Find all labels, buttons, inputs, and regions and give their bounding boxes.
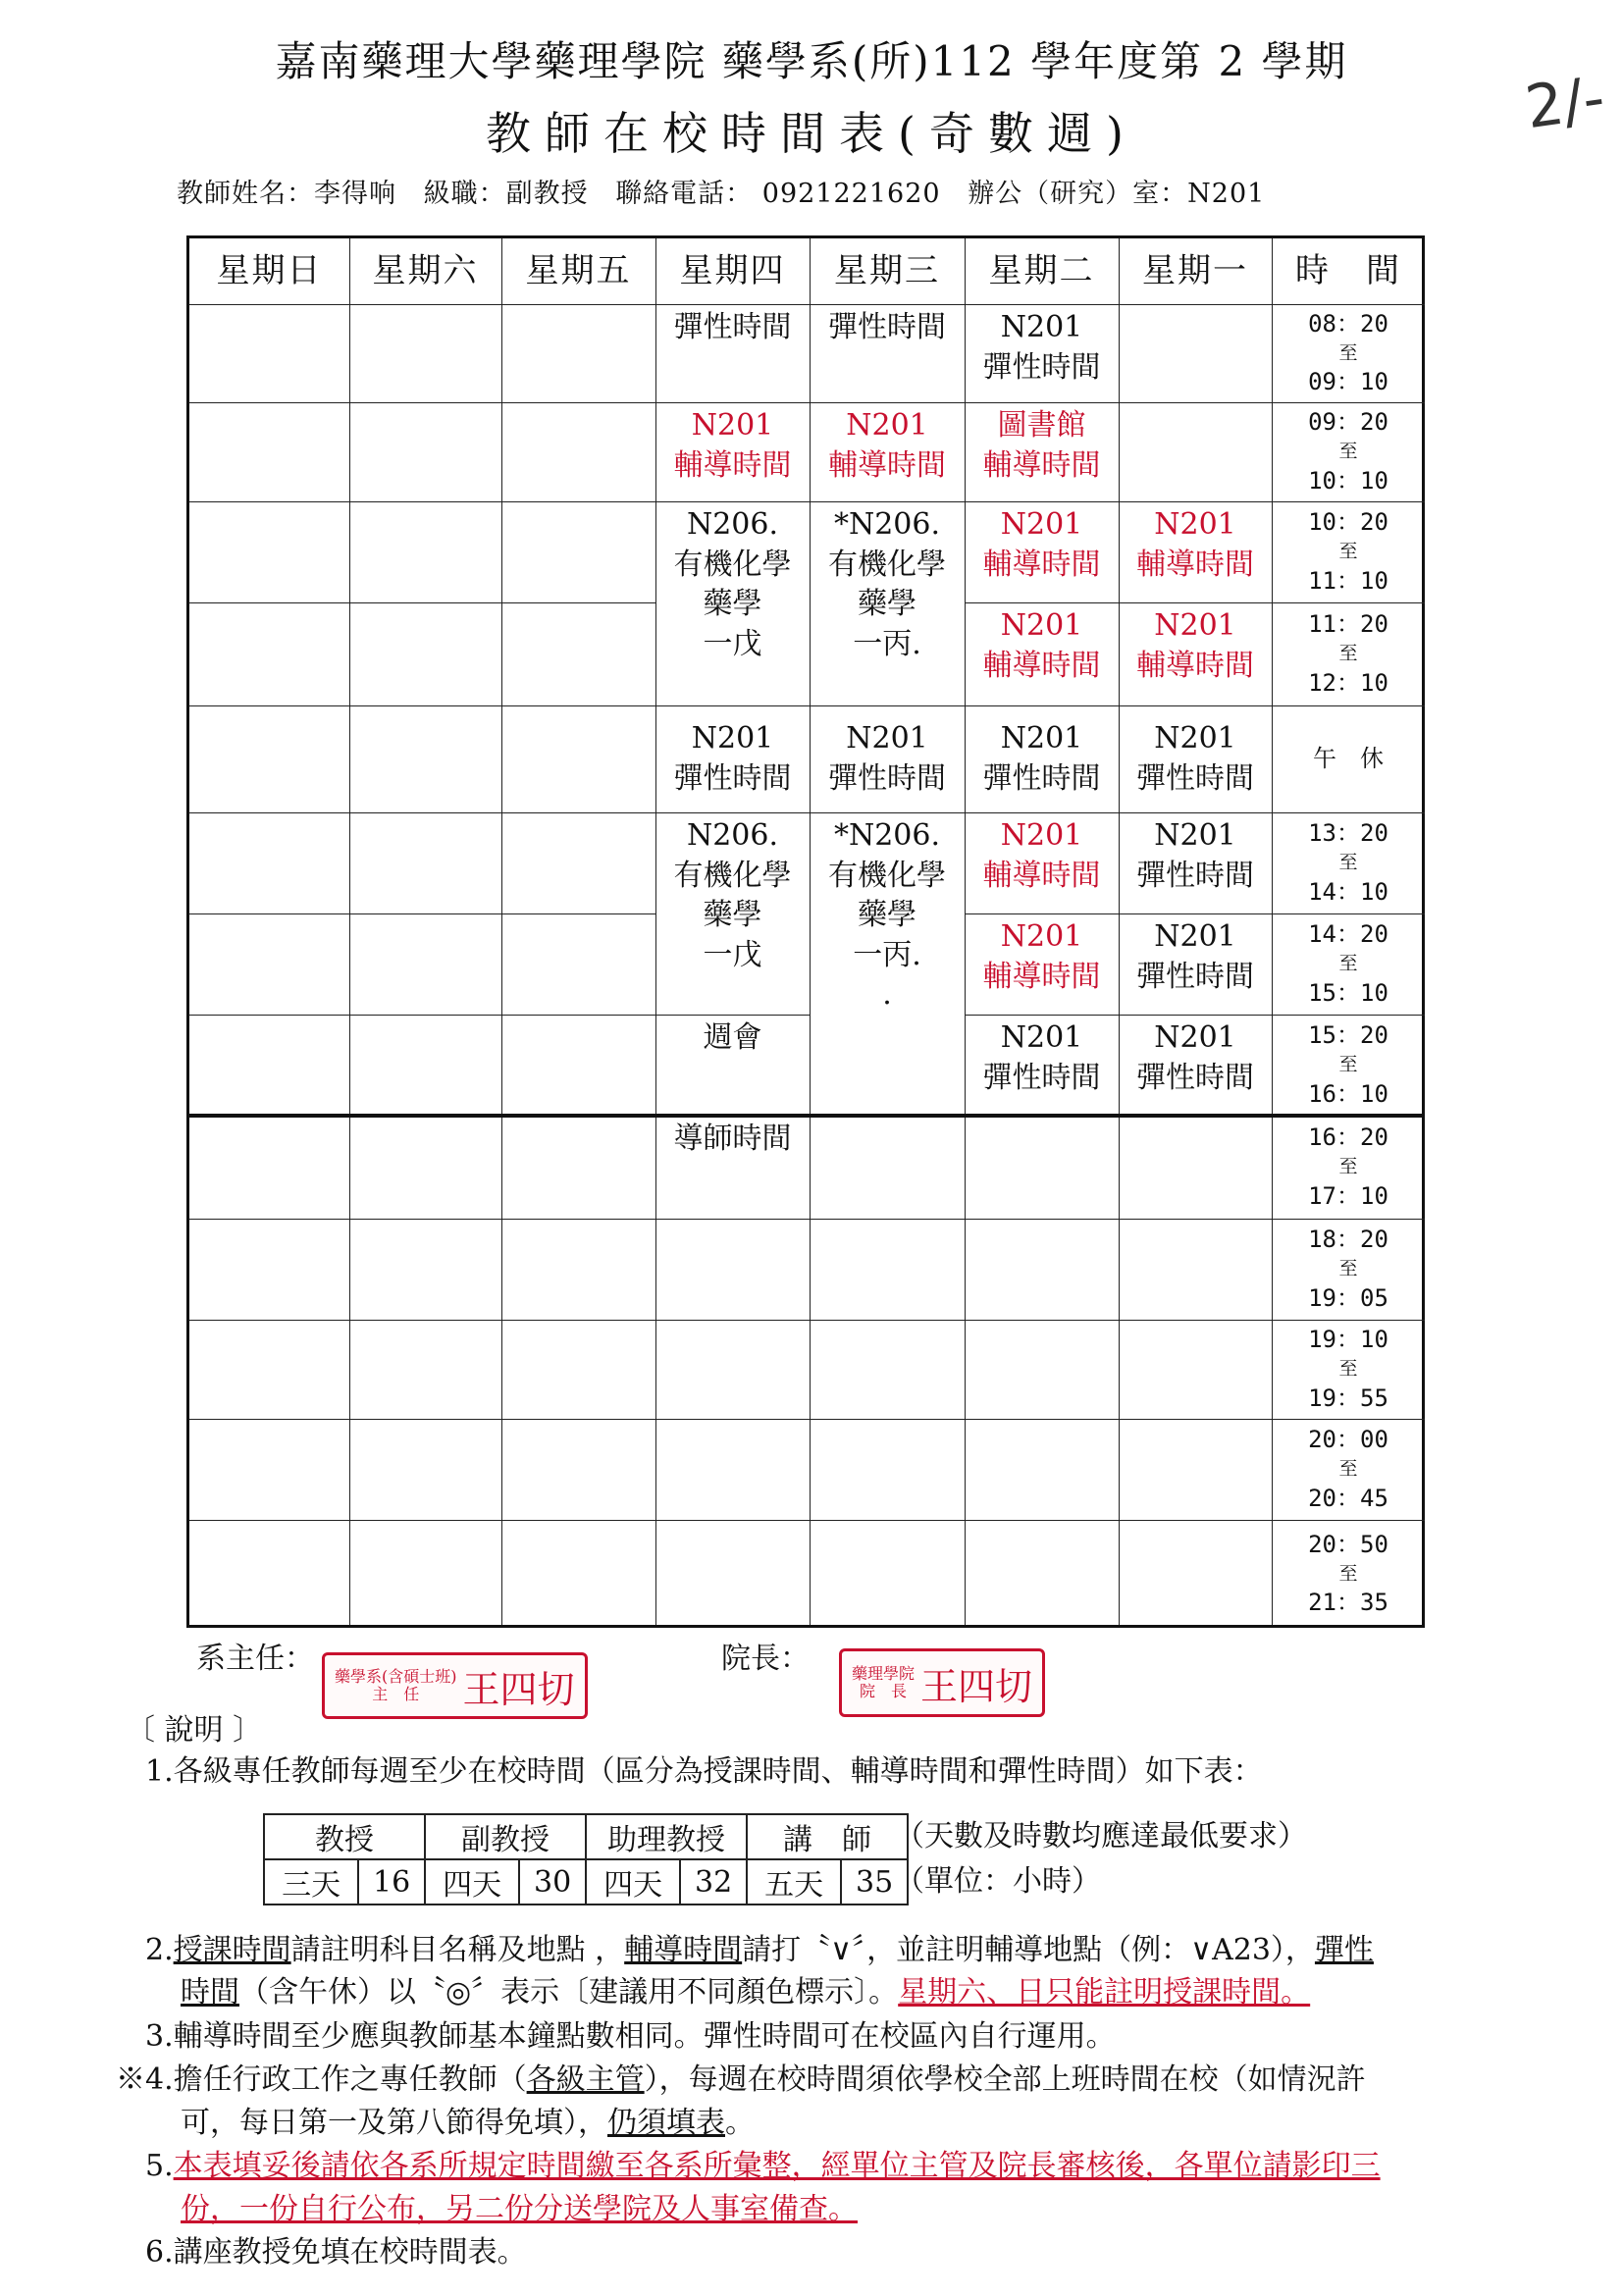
note-2-counsel-time: 輔導時間	[624, 1933, 743, 1967]
time-slot-line: 15：20	[1308, 1021, 1388, 1050]
chair-stamp	[322, 1652, 588, 1719]
note-2-flex-a: 彈性	[1314, 1933, 1374, 1967]
wed-p1	[810, 304, 965, 406]
note-6: 6.講座教授免填在校時間表。	[145, 2235, 527, 2270]
time-slot-line: 至	[1338, 541, 1358, 563]
grid-line	[189, 602, 655, 603]
note-4-text-a: ※4.擔任行政工作之專任教師（	[116, 2062, 527, 2097]
wed-noon-line: 彈性時間	[828, 760, 946, 796]
dean-stamp-name: 王四切	[920, 1664, 1033, 1708]
grid-line	[189, 1419, 1425, 1420]
time-slot	[1272, 402, 1425, 501]
note-1: 1.各級專任教師每週至少在校時間（區分為授課時間、輔導時間和彈性時間）如下表：	[145, 1754, 1263, 1789]
wed-p56-line: 一丙.	[853, 937, 921, 972]
note-4-managers: 各級主管	[526, 2062, 645, 2097]
teacher-rank: 級職：副教授	[423, 179, 589, 209]
note-4-line-1	[116, 2055, 1366, 2098]
time-slot-line: 14：20	[1308, 920, 1388, 949]
time-slot-line: 至	[1338, 1156, 1358, 1178]
mon-p6-line: N201	[1154, 919, 1236, 954]
mon-p3-line: N201	[1154, 507, 1236, 542]
mon-p3-line: 輔導時間	[1136, 547, 1254, 582]
time-slot-line: 19：05	[1308, 1283, 1388, 1312]
column-header: 星期五	[525, 250, 632, 290]
note-4-must-fill: 仍須填表	[607, 2106, 725, 2140]
min-hours: 32	[680, 1859, 747, 1905]
tue-p3-line: N201	[1000, 507, 1083, 542]
mon-p5-line: N201	[1154, 818, 1236, 853]
dean-stamp-college: 藥理學院	[852, 1664, 916, 1684]
time-slot-line: 17：10	[1308, 1181, 1388, 1210]
note-2-flex-b: 時間	[181, 1975, 239, 2009]
note-2-teaching-time: 授課時間	[173, 1933, 291, 1967]
tue-p6	[965, 913, 1119, 1018]
note-2-number: 2.	[145, 1933, 174, 1967]
thu-p34	[655, 501, 810, 709]
min-hours: 30	[519, 1859, 586, 1905]
wed-p56-line: .	[882, 977, 892, 1012]
wed-p2-line: N201	[846, 408, 928, 443]
min-header-associate: 副教授	[425, 1814, 586, 1859]
note-2-text-b: 請打〝∨〞，並註明輔導地點（例：∨A23），	[742, 1933, 1315, 1967]
min-note-requirement: （天數及時數均應達最低要求）	[895, 1819, 1307, 1853]
thu-noon	[655, 705, 810, 812]
tue-noon-line: 彈性時間	[982, 760, 1101, 796]
time-slot-line: 至	[1338, 1358, 1358, 1381]
thu-p56	[655, 812, 810, 1018]
time-slot-line: 09：20	[1308, 408, 1388, 437]
tue-noon-line: N201	[1000, 721, 1083, 756]
wed-p34	[810, 501, 965, 709]
min-header-assistant: 助理教授	[586, 1814, 747, 1859]
wed-p34-line: 一丙.	[853, 626, 921, 661]
min-note-unit: （單位：小時）	[895, 1864, 1101, 1899]
mon-p4-line: 輔導時間	[1136, 648, 1254, 683]
min-days: 三天	[264, 1859, 358, 1905]
time-slot-line: 11：10	[1308, 566, 1388, 595]
tue-p7-line: 彈性時間	[982, 1060, 1101, 1095]
column-header: 星期六	[372, 250, 479, 290]
mon-p7	[1119, 1015, 1272, 1120]
column-header: 星期日	[216, 250, 323, 290]
time-slot-line: 13：20	[1308, 819, 1388, 848]
time-slot-line: 至	[1338, 341, 1358, 364]
tue-p7-line: N201	[1000, 1020, 1083, 1055]
wed-p2-line: 輔導時間	[828, 447, 946, 483]
chair-stamp-title: 主 任	[372, 1685, 420, 1703]
teacher-office: 辦公（研究）室：N201	[968, 179, 1266, 209]
time-slot-line: 至	[1338, 852, 1358, 874]
thu-p8	[655, 1116, 810, 1223]
tue-p5	[965, 812, 1119, 917]
wed-p34-line: 有機化學	[828, 547, 946, 582]
time-slot-line: 20：50	[1308, 1530, 1388, 1558]
tue-noon	[965, 705, 1119, 812]
dean-label: 院長：	[721, 1642, 810, 1676]
note-5-text-a: 本表填妥後請依各系所規定時間繳至各系所彙整，經單位主管及院長審核後，各單位請影印三	[173, 2149, 1381, 2183]
tue-p7	[965, 1015, 1119, 1120]
time-slot	[1272, 705, 1425, 812]
teacher-info	[177, 172, 1283, 210]
min-days: 四天	[425, 1859, 519, 1905]
notes-heading: 〔 說明 〕	[126, 1713, 263, 1748]
thu-p8-line: 導師時間	[673, 1122, 792, 1156]
tue-p4-line: N201	[1000, 608, 1083, 643]
tue-p2	[965, 402, 1119, 505]
note-5-line-2: 份，一份自行公布，另二份分送學院及人事室備查。	[181, 2192, 858, 2226]
thu-p56-line: 一戊	[703, 937, 762, 972]
thu-noon-line: 彈性時間	[673, 760, 792, 796]
grid-line	[189, 1520, 1425, 1521]
thu-p34-line: 有機化學	[673, 547, 792, 582]
note-4-text-d: 。	[725, 2106, 755, 2140]
time-slot-line: 15：10	[1308, 978, 1388, 1007]
thu-p2	[655, 402, 810, 505]
time-slot-line: 至	[1338, 953, 1358, 975]
time-slot-line: 21：35	[1308, 1589, 1388, 1617]
note-2-text-c: （含午休）以〝◎〞表示〔建議用不同顏色標示〕。	[239, 1975, 899, 2009]
thu-p56-line: 有機化學	[673, 858, 792, 893]
tue-p1	[965, 304, 1119, 406]
time-slot	[1272, 1219, 1425, 1320]
time-slot	[1272, 1116, 1425, 1219]
tue-p1-line: 彈性時間	[982, 349, 1101, 385]
time-slot-line: 14：10	[1308, 877, 1388, 906]
tue-p6-line: N201	[1000, 919, 1083, 954]
time-slot-line: 16：10	[1308, 1079, 1388, 1108]
column-header: 星期二	[988, 250, 1095, 290]
time-slot-line: 12：10	[1308, 668, 1388, 697]
mon-p3	[1119, 501, 1272, 606]
mon-p7-line: 彈性時間	[1136, 1060, 1254, 1095]
column-header: 星期四	[679, 250, 786, 290]
tue-p6-line: 輔導時間	[982, 959, 1101, 994]
thu-p1-line: 彈性時間	[673, 310, 792, 344]
tue-p5-line: N201	[1000, 818, 1083, 853]
tue-p3-line: 輔導時間	[982, 547, 1101, 582]
wed-p2	[810, 402, 965, 505]
note-2-weekend-rule: 星期六、日只能註明授課時間。	[898, 1975, 1311, 2009]
time-slot-line: 午 休	[1313, 744, 1384, 772]
note-4-text-c: 可，每日第一及第八節得免填），	[181, 2106, 607, 2140]
tue-p4	[965, 602, 1119, 709]
thu-p34-line: 一戊	[703, 626, 762, 661]
note-3: 3.輔導時間至少應與教師基本鐘點數相同。彈性時間可在校區內自行運用。	[145, 2019, 1116, 2054]
thu-p56-line: 藥學	[703, 898, 762, 932]
time-slot-line: 16：20	[1308, 1123, 1388, 1152]
note-2-line-2	[181, 1967, 1310, 2010]
tue-p2-line: 圖書館	[997, 408, 1086, 443]
thu-p56-line: N206.	[686, 818, 779, 853]
time-slot	[1272, 1520, 1425, 1628]
time-slot	[1272, 1015, 1425, 1116]
title-line-1: 嘉南藥理大學藥理學院 藥學系(所)112 學年度第 2 學期	[275, 37, 1348, 85]
wed-p34-line: *N206.	[833, 507, 941, 542]
mon-noon-line: N201	[1154, 721, 1236, 756]
wed-p56-line: *N206.	[833, 818, 941, 853]
min-days: 五天	[747, 1859, 841, 1905]
time-slot-line: 19：10	[1308, 1326, 1388, 1354]
note-4-text-b: ），每週在校時間須依學校全部上班時間在校（如情況許	[644, 2062, 1366, 2097]
thu-p2-line: 輔導時間	[673, 447, 792, 483]
column-header: 星期一	[1142, 250, 1248, 290]
time-slot-line: 18：20	[1308, 1226, 1388, 1254]
min-hours: 16	[358, 1859, 425, 1905]
time-slot-line: 至	[1338, 1458, 1358, 1481]
wed-noon-line: N201	[846, 721, 928, 756]
mon-p7-line: N201	[1154, 1020, 1236, 1055]
tue-p5-line: 輔導時間	[982, 858, 1101, 893]
wed-noon	[810, 705, 965, 812]
wed-p34-line: 藥學	[858, 587, 916, 621]
teacher-phone: 聯絡電話： 0921221620	[615, 179, 941, 209]
tue-p3	[965, 501, 1119, 606]
time-slot	[1272, 501, 1425, 602]
grid-line	[189, 913, 655, 914]
dean-stamp-title: 院 長	[860, 1682, 908, 1700]
thu-p34-line: 藥學	[703, 587, 762, 621]
time-slot-line: 至	[1338, 1054, 1358, 1076]
min-header-professor: 教授	[264, 1814, 425, 1859]
time-slot	[1272, 602, 1425, 705]
note-5-line-1	[145, 2141, 1381, 2184]
handwritten-mark: 2/-	[1521, 63, 1609, 143]
time-slot-line: 至	[1338, 643, 1358, 665]
mon-p4-line: N201	[1154, 608, 1236, 643]
time-slot-line: 20：00	[1308, 1426, 1388, 1454]
thu-noon-line: N201	[691, 721, 774, 756]
timetable	[186, 235, 1425, 1628]
note-4-line-2	[181, 2098, 755, 2141]
time-slot	[1272, 913, 1425, 1015]
time-slot-line: 20：45	[1308, 1484, 1388, 1512]
thu-p34-line: N206.	[686, 507, 779, 542]
mon-p5	[1119, 812, 1272, 917]
grid-line	[349, 238, 350, 1625]
time-slot	[1272, 1419, 1425, 1520]
mon-p5-line: 彈性時間	[1136, 858, 1254, 893]
time-slot-line: 10：10	[1308, 466, 1388, 495]
time-slot-line: 19：55	[1308, 1383, 1388, 1412]
grid-line	[501, 238, 502, 1625]
tue-p1-line: N201	[1000, 310, 1083, 344]
column-header: 時 間	[1295, 250, 1401, 290]
minimum-hours-table	[263, 1813, 909, 1905]
chair-stamp-dept: 藥學系(含碩士班)	[335, 1667, 457, 1687]
time-slot-line: 09：10	[1308, 368, 1388, 396]
note-2-text-a: 請註明科目名稱及地點 ，	[290, 1933, 625, 1967]
mon-noon	[1119, 705, 1272, 812]
tue-p2-line: 輔導時間	[982, 447, 1101, 483]
column-header: 星期三	[834, 250, 940, 290]
thu-p7-line: 週會	[703, 1020, 762, 1055]
time-slot-line: 08：20	[1308, 309, 1388, 338]
min-hours: 35	[841, 1859, 908, 1905]
time-slot-line: 至	[1338, 1258, 1358, 1280]
mon-p6	[1119, 913, 1272, 1018]
wed-p1-line: 彈性時間	[828, 310, 946, 344]
tue-p4-line: 輔導時間	[982, 648, 1101, 683]
time-slot-line: 至	[1338, 441, 1358, 463]
wed-p56-line: 藥學	[858, 898, 916, 932]
mon-p4	[1119, 602, 1272, 709]
mon-noon-line: 彈性時間	[1136, 760, 1254, 796]
chair-stamp-name: 王四切	[462, 1667, 575, 1711]
time-slot	[1272, 1320, 1425, 1419]
dean-stamp	[839, 1648, 1045, 1717]
note-2-line-1	[145, 1925, 1374, 1968]
thu-p2-line: N201	[691, 408, 774, 443]
teacher-name: 教師姓名：李得响	[177, 179, 396, 209]
wed-p56-line: 有機化學	[828, 858, 946, 893]
thu-p1	[655, 304, 810, 406]
wed-p56	[810, 812, 965, 1120]
title-line-2: 教師在校時間表(奇數週)	[486, 107, 1137, 160]
chair-label: 系主任：	[196, 1642, 314, 1676]
min-days: 四天	[586, 1859, 680, 1905]
mon-p6-line: 彈性時間	[1136, 959, 1254, 994]
time-slot-line: 至	[1338, 1562, 1358, 1585]
time-slot	[1272, 812, 1425, 913]
grid-line	[189, 1320, 1425, 1321]
time-slot-line: 11：20	[1308, 610, 1388, 639]
min-header-lecturer: 講 師	[747, 1814, 908, 1859]
time-slot	[1272, 304, 1425, 402]
time-slot-line: 10：20	[1308, 508, 1388, 537]
note-5-number: 5.	[145, 2149, 174, 2183]
thu-p7	[655, 1015, 810, 1120]
